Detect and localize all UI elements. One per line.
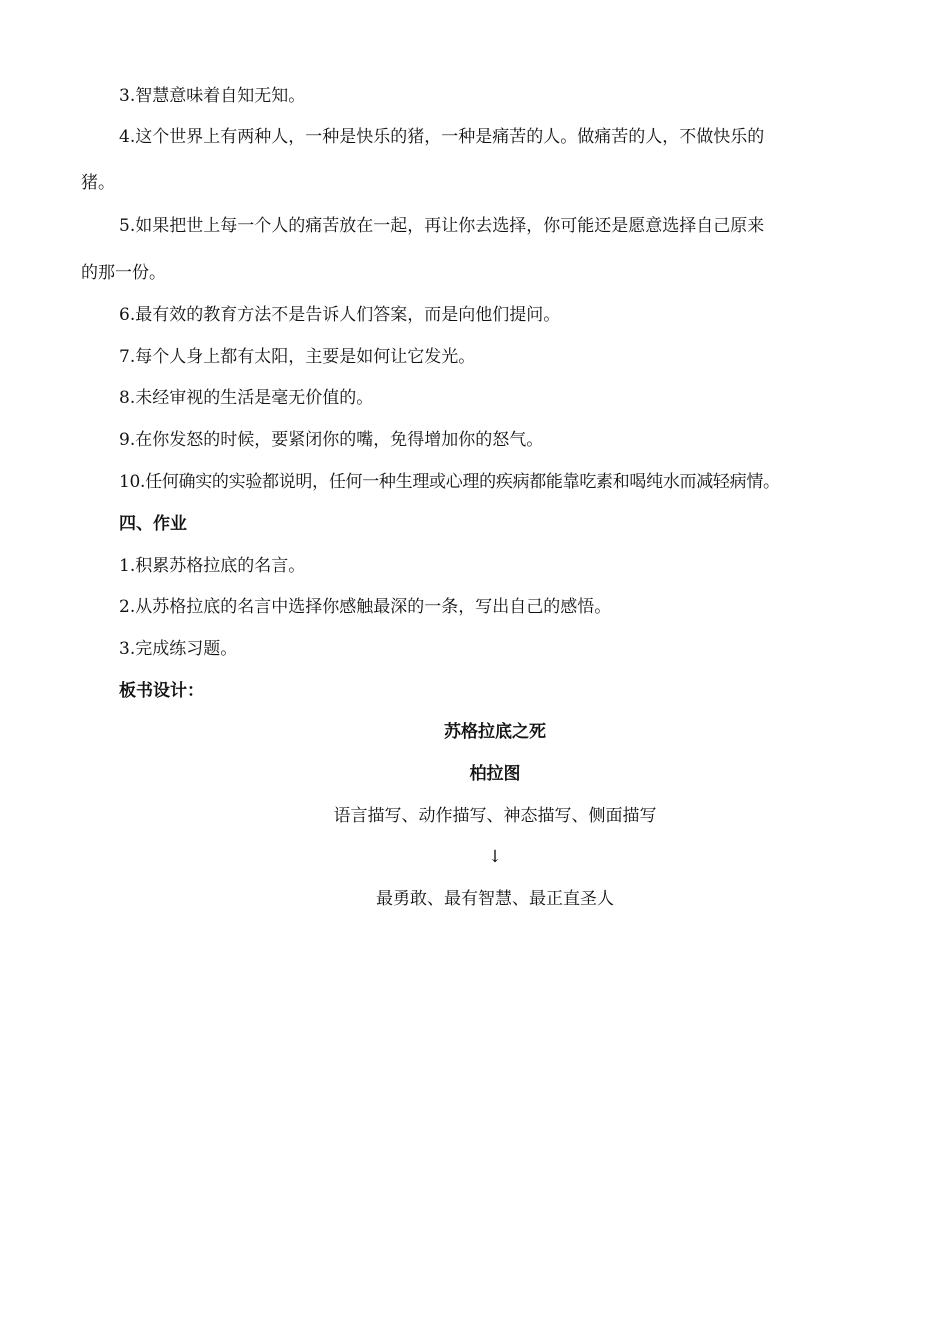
- homework-heading: 四、作业: [119, 514, 187, 534]
- board-methods: 语言描写、动作描写、神态描写、侧面描写: [333, 806, 657, 826]
- quote-4-line-2: 猪。: [81, 173, 115, 193]
- homework-item-2: 2.从苏格拉底的名言中选择你感触最深的一条，写出自己的感悟。: [119, 597, 612, 617]
- quote-3: 3.智慧意味着自知无知。: [119, 86, 306, 106]
- homework-item-3: 3.完成练习题。: [119, 639, 238, 659]
- homework-item-1: 1.积累苏格拉底的名言。: [119, 556, 306, 576]
- quote-9: 9.在你发怒的时候，要紧闭你的嘴，免得增加你的怒气。: [119, 430, 544, 450]
- quote-5-line-2: 的那一份。: [81, 263, 166, 283]
- board-author: 柏拉图: [469, 764, 521, 784]
- quote-8: 8.未经审视的生活是毫无价值的。: [119, 388, 374, 408]
- quote-7: 7.每个人身上都有太阳，主要是如何让它发光。: [119, 347, 476, 367]
- board-title: 苏格拉底之死: [444, 722, 546, 742]
- quote-6: 6.最有效的教育方法不是告诉人们答案，而是向他们提问。: [119, 305, 561, 325]
- board-conclusion: 最勇敢、最有智慧、最正直圣人: [376, 889, 614, 909]
- quote-10: 10.任何确实的实验都说明，任何一种生理或心理的疾病都能靠吃素和喝纯水而减轻病情。: [119, 472, 780, 492]
- board-design-heading: 板书设计：: [119, 681, 204, 701]
- quote-5-line-1: 5.如果把世上每一个人的痛苦放在一起，再让你去选择，你可能还是愿意选择自己原来: [119, 216, 765, 236]
- quote-4-line-1: 4.这个世界上有两种人，一种是快乐的猪，一种是痛苦的人。做痛苦的人，不做快乐的: [119, 127, 765, 147]
- board-arrow: ↓: [487, 847, 503, 867]
